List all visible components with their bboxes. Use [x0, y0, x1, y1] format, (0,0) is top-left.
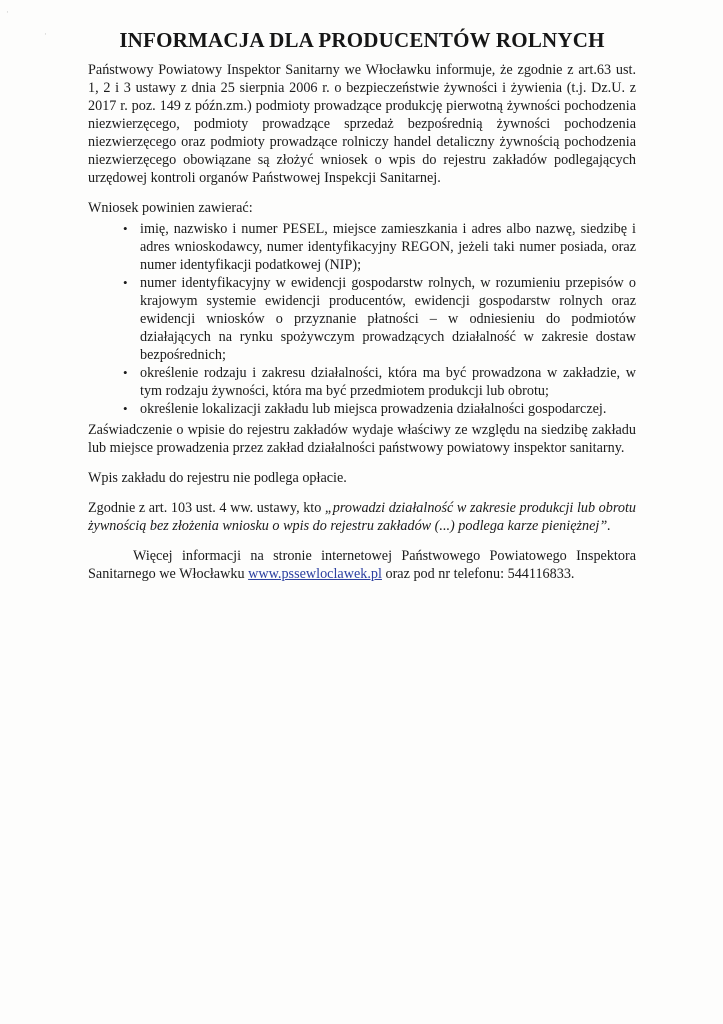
- penalty-prefix: Zgodnie z art. 103 ust. 4 ww. ustawy, kto: [88, 500, 325, 516]
- scan-speck: ·: [6, 8, 9, 18]
- requirements-list: [88, 220, 636, 418]
- document-title: INFORMACJA DLA PRODUCENTÓW ROLNYCH: [119, 28, 605, 52]
- requirement-text: określenie rodzaju i zakresu działalności, która ma być prowadzona w zakładzie, w tym rodzaju żywności, która ma być przedmiotem produkcji lub obrotu;: [140, 365, 636, 399]
- bullet-icon: •: [123, 275, 128, 290]
- penalty-quote: „prowadzi działalność w zakresie produkcji lub obrotu żywnością bez złożenia wniosku o wpis do rejestru zakładów (...) podlega karze pieniężnej”.: [88, 500, 636, 534]
- requirement-text: numer identyfikacyjny w ewidencji gospodarstw rolnych, w rozumieniu przepisów o krajowym systemie ewidencji producentów, ewidencji gospodarstw rolnych oraz ewidencji wniosków o przyznanie płatności – w odniesieniu do podmiotów działających na rynku spożywczym prowadzących działalność w zakresie dostaw bezpośrednich;: [140, 275, 636, 363]
- certificate-paragraph: Zaświadczenie o wpisie do rejestru zakładów wydaje właściwy ze względu na siedzibę zakładu lub miejsce prowadzenia przez zakład działalności państwowy powiatowy inspektor sanitarny.: [88, 422, 636, 456]
- bullet-icon: •: [123, 221, 128, 236]
- requirements-lead: Wniosek powinien zawierać:: [88, 200, 253, 216]
- penalty-paragraph: [88, 499, 636, 535]
- contact-prefix: Więcej informacji na stronie internetowej Państwowego Powiatowego Inspektora Sanitarnego we Włocławku: [88, 548, 636, 582]
- fee-paragraph: Wpis zakładu do rejestru nie podlega opłacie.: [88, 470, 347, 486]
- contact-paragraph: [88, 547, 636, 583]
- requirement-text: określenie lokalizacji zakładu lub miejsca prowadzenia działalności gospodarczej.: [140, 401, 607, 417]
- list-item: [123, 364, 636, 400]
- contact-suffix: oraz pod nr telefonu: 544116833.: [381, 566, 575, 582]
- scan-speck: ·: [44, 30, 47, 40]
- list-item: [123, 274, 636, 364]
- bullet-icon: •: [123, 401, 128, 416]
- list-item: [123, 220, 636, 274]
- list-item: [123, 400, 636, 418]
- bullet-icon: •: [123, 365, 128, 380]
- website-link[interactable]: www.pssewloclawek.pl: [248, 566, 382, 582]
- intro-paragraph: Państwowy Powiatowy Inspektor Sanitarny we Włocławku informuje, że zgodnie z art.63 ust. 1, 2 i 3 ustawy z dnia 25 sierpnia 2006 r. o bezpieczeństwie żywności i żywienia (t.j. Dz.U. z 2017 r. poz. 149 z późn.zm.) podmioty prowadzące produkcję pierwotną żywności pochodzenia niezwierzęcego, podmioty prowadzące sprzedaż bezpośrednią żywności pochodzenia niezwierzęcego oraz podmioty prowadzące rolniczy handel detaliczny żywnością pochodzenia niezwierzęcego obowiązane są złożyć wniosek o wpis do rejestru zakładów podlegających urzędowej kontroli organów Państwowej Inspekcji Sanitarnej.: [88, 62, 636, 186]
- requirement-text: imię, nazwisko i numer PESEL, miejsce zamieszkania i adres albo nazwę, siedzibę i adres wnioskodawcy, numer identyfikacyjny REGON, jeżeli taki numer posiada, oraz numer identyfikacji podatkowej (NIP);: [140, 221, 636, 273]
- document-body: [88, 28, 636, 583]
